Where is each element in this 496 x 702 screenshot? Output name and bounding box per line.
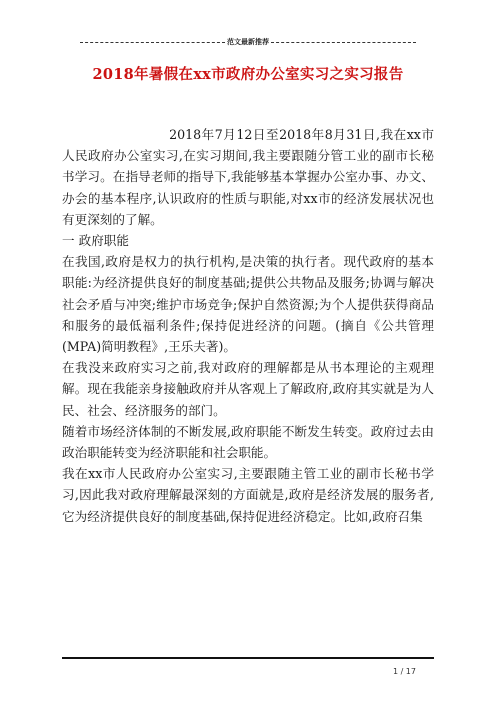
- document-body: [62, 124, 434, 527]
- header-label: 范文最新推荐: [227, 38, 269, 46]
- document-title: 2018年暑假在xx市政府办公室实习之实习报告: [92, 66, 404, 83]
- header-dashes-right: [271, 42, 416, 43]
- header-dashes-left: [80, 42, 225, 43]
- paragraph-intro: 2018年7月12日至2018年8月31日,我在xx市人民政府办公室实习,在实习期间,我主要跟随分管工业的副市长秘书学习。在指导老师的指导下,我能够基本掌握办公室办事、办文、办会的基本程序,认识政府的性质与职能,对xx市的经济发展状况也有更深刻的了解。: [62, 127, 434, 227]
- paragraph: 在我国,政府是权力的执行机构,是决策的执行者。现代政府的基本职能:为经济提供良好的制度基础;提供公共物品及服务;协调与解决社会矛盾与冲突;维护市场竞争;保护自然资源;为个人提供获得商品和服务的最低福利条件;保持促进经济的问题。(摘自《公共管理(MPA)简明教程》,王乐夫著)。: [62, 254, 434, 355]
- section-heading: 一 政府职能: [62, 233, 129, 249]
- page-number: 1 / 17: [392, 667, 416, 676]
- paragraph: 我在xx市人民政府办公室实习,主要跟随主管工业的副市长秘书学习,因此我对政府理解最深刻的方面就是,政府是经济发展的服务者,它为经济提供良好的制度基础,保持促进经济稳定。比如,政府召集: [62, 466, 434, 524]
- footer-rule: [62, 657, 434, 659]
- paragraph: 随着市场经济体制的不断发展,政府职能不断发生转变。政府过去由政治职能转变为经济职能和社会职能。: [62, 423, 434, 461]
- page-header: [80, 38, 416, 46]
- paragraph: 在我没来政府实习之前,我对政府的理解都是从书本理论的主观理解。现在我能亲身接触政府并从客观上了解政府,政府其实就是为人民、社会、经济服务的部门。: [62, 360, 434, 418]
